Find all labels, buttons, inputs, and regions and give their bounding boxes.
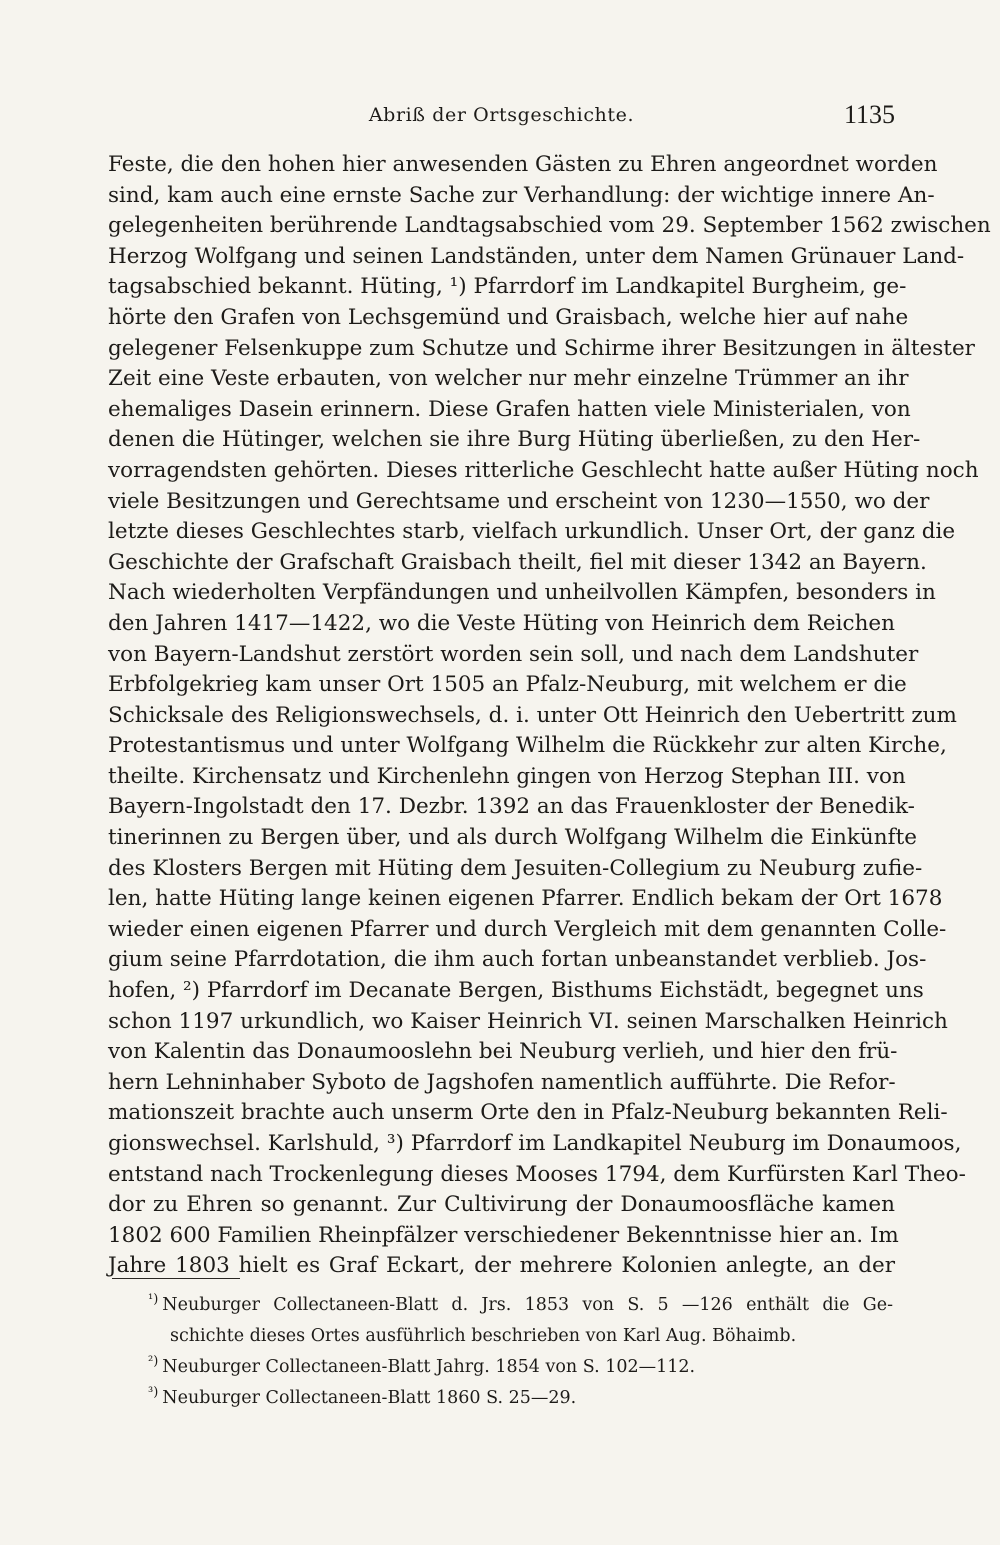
running-title: Abriß der Ortsgeschichte. [368, 104, 635, 126]
text-line: hofen, ²) Pfarrdorf im Decanate Bergen, Bisthums Eichstädt, begegnet uns [108, 978, 924, 1004]
text-line: Bayern-Ingolstadt den 17. Dezbr. 1392 an das Frauenkloster der Benedik- [108, 794, 915, 820]
footnote-text: Neuburger Collectaneen-Blatt Jahrg. 1854 von S. 102—112. [162, 1357, 696, 1377]
footnote-marker: ¹) [148, 1292, 159, 1308]
text-line: Herzog Wolfgang und seinen Landständen, unter dem Namen Grünauer Land- [108, 243, 965, 269]
footnotes [148, 1290, 893, 1414]
text-line: wieder einen eigenen Pfarrer und durch Vergleich mit dem genannten Colle- [108, 916, 947, 942]
text-line: tagsabschied bekannt. Hüting, ¹) Pfarrdorf im Landkapitel Burgheim, ge- [108, 274, 907, 300]
text-line: gionswechsel. Karlshuld, ³) Pfarrdorf im Landkapitel Neuburg im Donaumoos, [108, 1131, 962, 1156]
footnote-line [148, 1352, 893, 1383]
text-line: hern Lehninhaber Syboto de Jagshofen namentlich aufführte. Die Refor- [108, 1069, 896, 1095]
footnote-rule [112, 1278, 240, 1279]
text-line: gelegener Felsenkuppe zum Schutze und Schirme ihrer Besitzungen in ältester [108, 335, 975, 361]
text-line: dor zu Ehren so genannt. Zur Cultivirung der Donaumoosfläche kamen [108, 1192, 895, 1218]
text-line: Schicksale des Religionswechsels, d. i. unter Ott Heinrich den Uebertritt zum [108, 702, 957, 728]
footnote-marker: ²) [148, 1354, 159, 1370]
text-line: den Jahren 1417—1422, wo die Veste Hüting von Heinrich dem Reichen [108, 610, 895, 636]
text-line: gium seine Pfarrdotation, die ihm auch fortan unbeanstandet verblieb. Jos- [108, 947, 927, 973]
footnote-text: Neuburger Collectaneen-Blatt 1860 S. 25—29. [162, 1388, 577, 1408]
text-line: Jahre 1803 hielt es Graf Eckart, der mehrere Kolonien anlegte, an der [108, 1253, 895, 1279]
text-line: sind, kam auch eine ernste Sache zur Verhandlung: der wichtige innere An- [108, 182, 935, 208]
text-line: von Bayern-Landshut zerstört worden sein soll, und nach dem Landshuter [108, 641, 919, 667]
text-line: Protestantismus und unter Wolfgang Wilhelm die Rückkehr zur alten Kirche, [108, 733, 947, 759]
text-line: Nach wiederholten Verpfändungen und unheilvollen Kämpfen, besonders in [108, 580, 936, 606]
text-line: schon 1197 urkundlich, wo Kaiser Heinrich VI. seinen Marschalken Heinrich [108, 1008, 948, 1034]
footnote-line [148, 1383, 893, 1414]
text-line: 1802 600 Familien Rheinpfälzer verschiedener Bekenntnisse hier an. Im [108, 1222, 899, 1248]
text-line: von Kalentin das Donaumooslehn bei Neuburg verlieh, und hier den frü- [108, 1039, 898, 1065]
text-line: Feste, die den hohen hier anwesenden Gästen zu Ehren angeordnet worden [108, 152, 938, 177]
text-line: theilte. Kirchensatz und Kirchenlehn gingen von Herzog Stephan III. von [108, 763, 906, 789]
text-line: tinerinnen zu Bergen über, und als durch Wolfgang Wilhelm die Einkünfte [108, 825, 917, 851]
text-line: vorragendsten gehörten. Dieses ritterliche Geschlecht hatte außer Hüting noch [108, 457, 979, 483]
text-line: mationszeit brachte auch unserm Orte den in Pfalz-Neuburg bekannten Reli- [108, 1100, 948, 1126]
footnote-line [148, 1290, 893, 1321]
running-head [108, 100, 895, 132]
footnote-line: schichte dieses Ortes ausführlich beschrieben von Karl Aug. Böhaimb. [170, 1326, 797, 1346]
text-line: Erbfolgekrieg kam unser Ort 1505 an Pfalz-Neuburg, mit welchem er die [108, 672, 907, 698]
text-line: Zeit eine Veste erbauten, von welcher nur mehr einzelne Trümmer an ihr [108, 366, 909, 392]
text-line: letzte dieses Geschlechtes starb, vielfach urkundlich. Unser Ort, der ganz die [108, 519, 956, 545]
text-line: Geschichte der Grafschaft Graisbach theilt, fiel mit dieser 1342 an Bayern. [108, 549, 927, 575]
text-line: ehemaliges Dasein erinnern. Diese Grafen hatten viele Ministerialen, von [108, 396, 911, 422]
page-number: 1135 [843, 100, 895, 129]
text-line: hörte den Grafen von Lechsgemünd und Graisbach, welche hier auf nahe [108, 304, 909, 330]
text-line: len, hatte Hüting lange keinen eigenen Pfarrer. Endlich bekam der Ort 1678 [108, 886, 943, 912]
text-line: gelegenheiten berührende Landtagsabschied vom 29. September 1562 zwischen [108, 213, 991, 239]
text-line: entstand nach Trockenlegung dieses Mooses 1794, dem Kurfürsten Karl Theo- [108, 1161, 966, 1187]
footnote-text: Neuburger Collectaneen-Blatt d. Jrs. 1853 von S. 5 —126 enthält die Ge- [162, 1295, 893, 1315]
body-text [108, 150, 991, 1282]
footnote-marker: ³) [148, 1385, 159, 1401]
text-line: viele Besitzungen und Gerechtsame und erscheint von 1230—1550, wo der [108, 488, 930, 514]
text-line: des Klosters Bergen mit Hüting dem Jesuiten-Collegium zu Neuburg zufie- [108, 855, 923, 881]
text-line: denen die Hütinger, welchen sie ihre Burg Hüting überließen, zu den Her- [108, 427, 921, 453]
